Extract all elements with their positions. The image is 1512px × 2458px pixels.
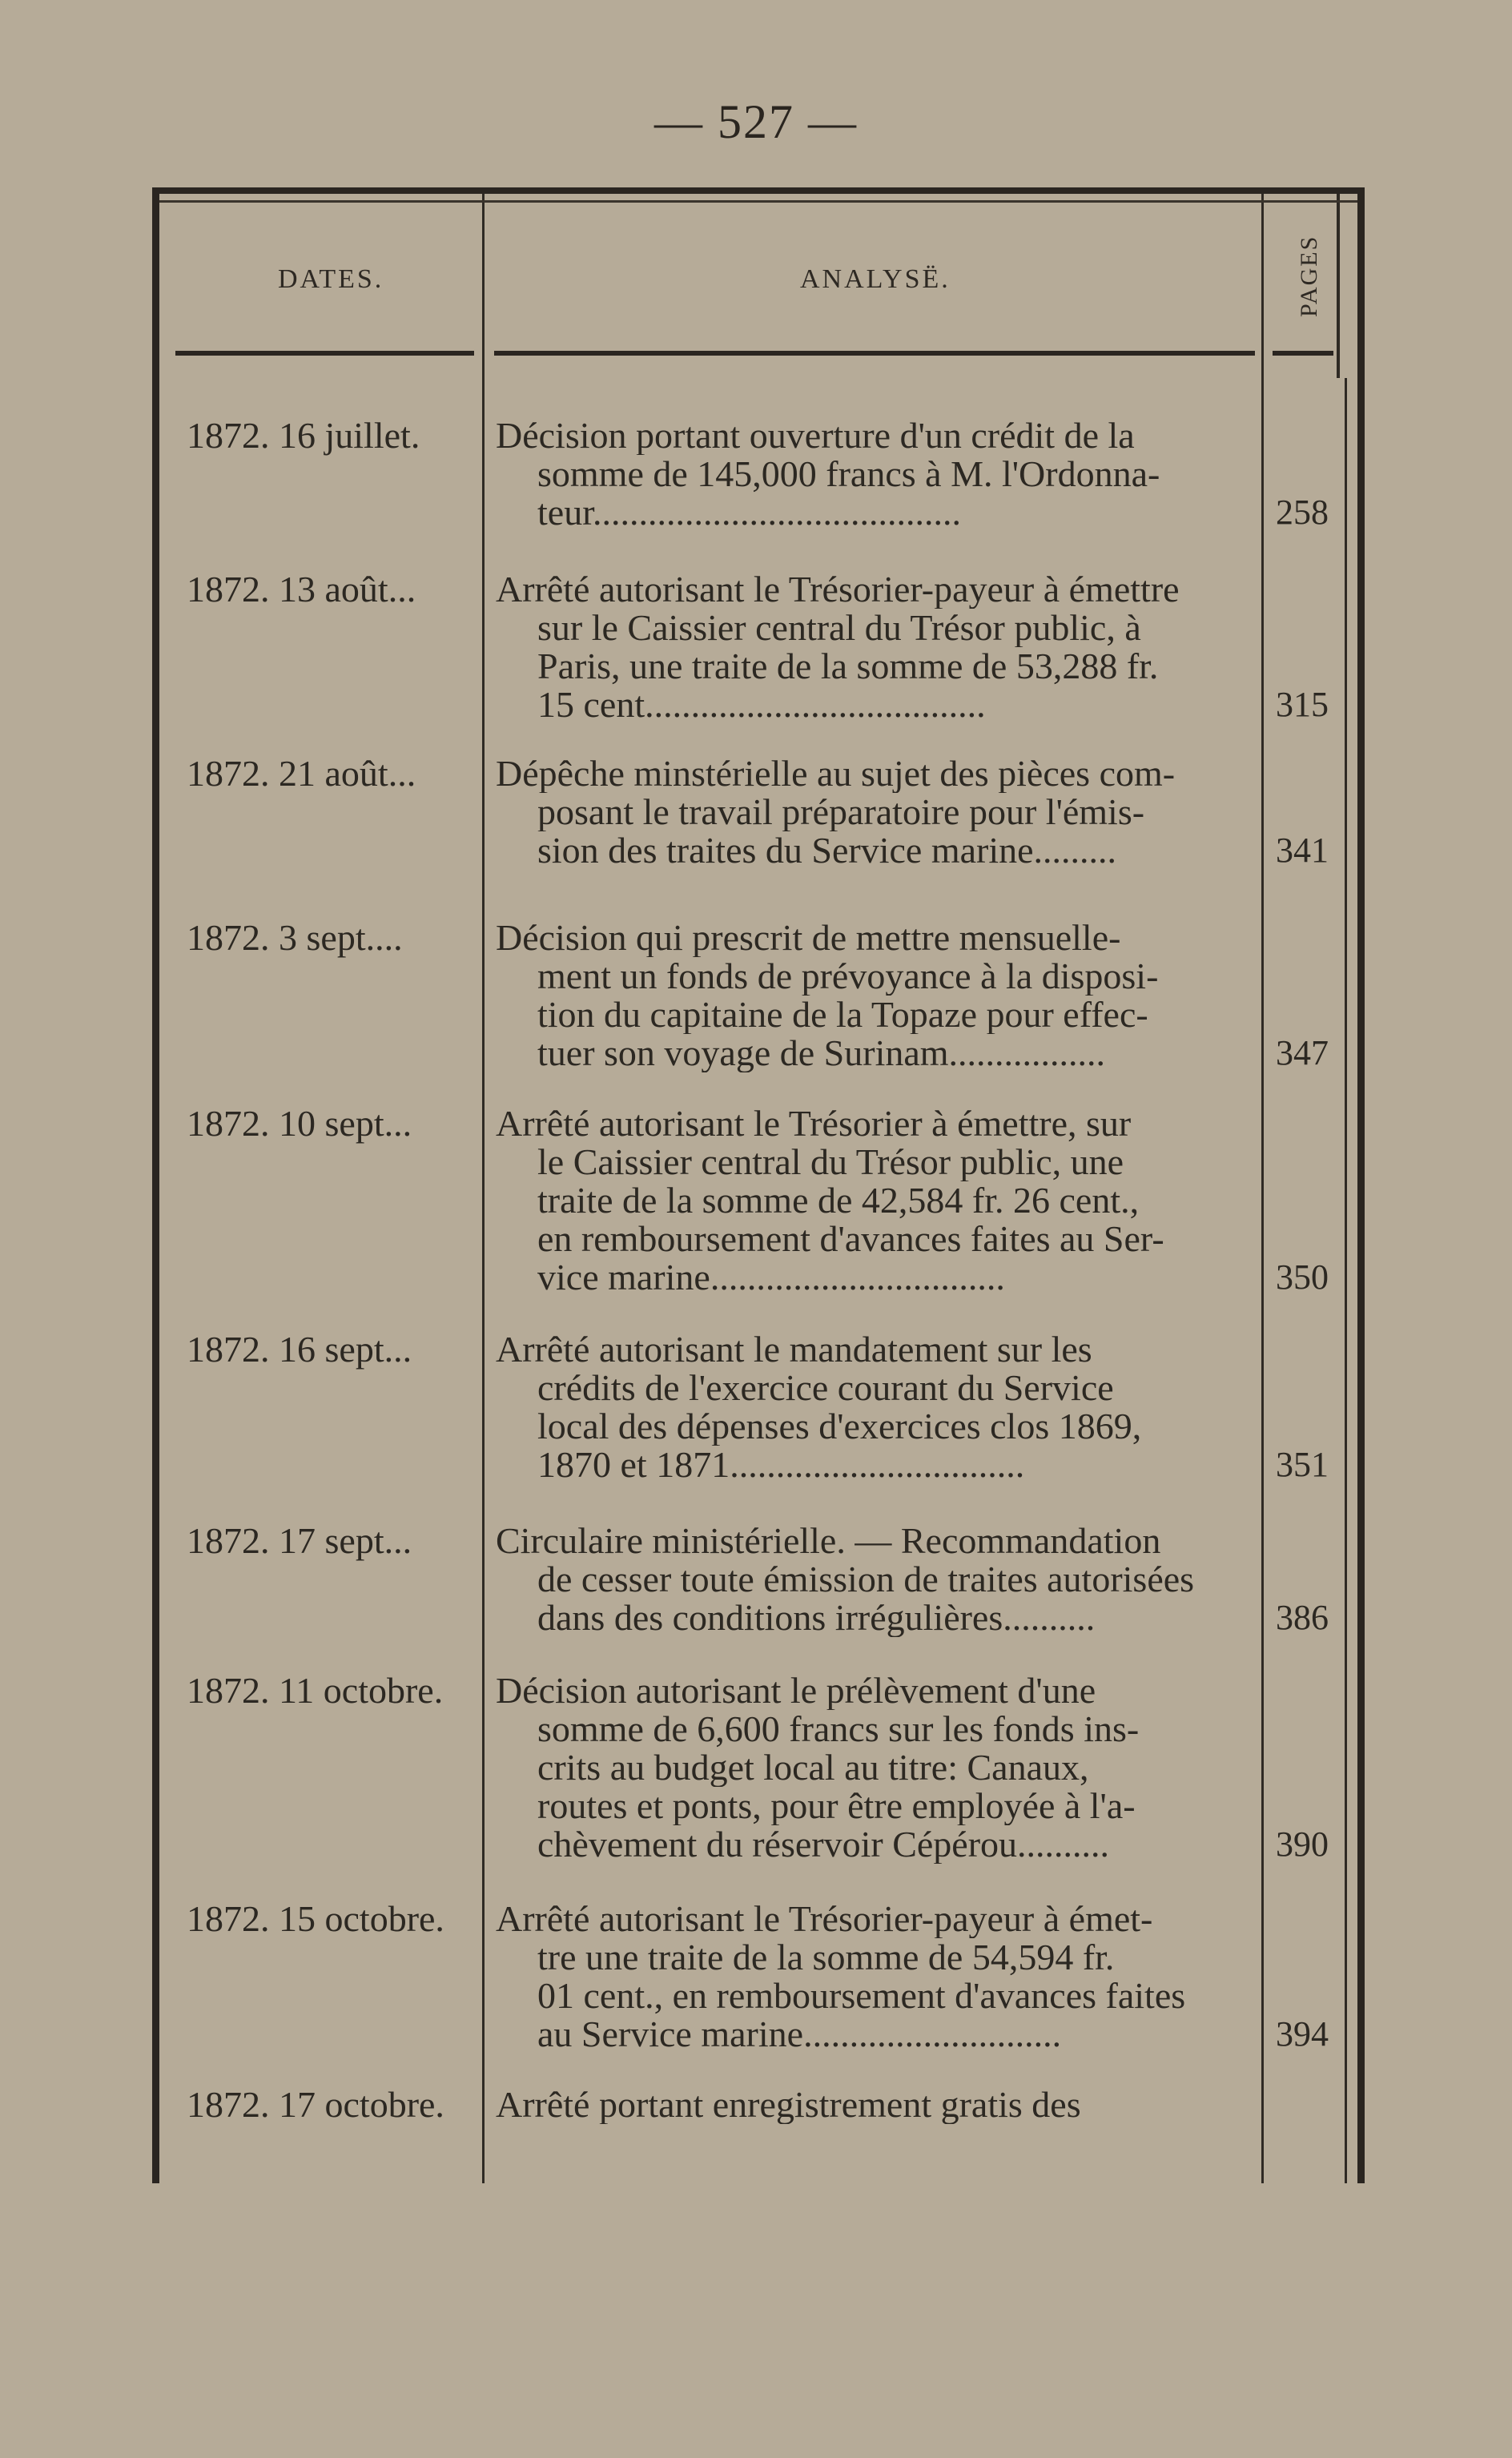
analysis-line: crits au budget local au titre: Canaux, [537, 1748, 1089, 1787]
entry-page: 350 [1276, 1257, 1329, 1297]
entry-date: 1872. 11 octobre. [187, 1670, 444, 1711]
header-pages: PAGES [1296, 235, 1322, 318]
header-rule-pages [1273, 351, 1333, 356]
analysis-line: tion du capitaine de la Topaze pour effec- [537, 996, 1148, 1034]
analysis-line: Arrêté autorisant le mandatement sur les [496, 1330, 1092, 1369]
entry-analysis [496, 1672, 1258, 1864]
analysis-line: Paris, une traite de la somme de 53,288 fr. [537, 647, 1159, 686]
analysis-line: Arrêté autorisant le Trésorier-payeur à émettre [496, 570, 1180, 609]
entry-date: 1872. 17 octobre. [187, 2084, 444, 2125]
analysis-line: le Caissier central du Trésor public, une [537, 1143, 1124, 1181]
analysis-line: sion des traites du Service marine......... [537, 831, 1117, 870]
analysis-line: Arrêté autorisant le Trésorier à émettre, sur [496, 1104, 1132, 1143]
analysis-line: crédits de l'exercice courant du Service [537, 1369, 1114, 1407]
page-number: — 527 — [654, 95, 858, 148]
analysis-line: 15 cent..................................... [537, 686, 986, 724]
analysis-line: de cesser toute émission de traites autorisées [537, 1560, 1195, 1599]
entry-date: 1872. 15 octobre. [187, 1898, 444, 1939]
header-rule-analyse [494, 351, 1255, 356]
entry-date: 1872. 16 juillet. [187, 415, 420, 456]
index-table [152, 187, 1365, 2183]
analysis-line: chèvement du réservoir Cépérou.......... [537, 1825, 1110, 1864]
entry-page: 394 [1276, 2014, 1329, 2054]
entry-analysis [496, 1522, 1258, 1637]
analysis-line: traite de la somme de 42,584 fr. 26 cent., [537, 1181, 1140, 1220]
analysis-line: teur........................................ [537, 493, 961, 532]
entry-page: 341 [1276, 831, 1329, 870]
entry-page: 351 [1276, 1445, 1329, 1484]
analysis-line: posant le travail préparatoire pour l'émis- [537, 793, 1145, 831]
entry-analysis [496, 1330, 1258, 1484]
entry-date: 1872. 21 août... [187, 753, 416, 794]
analysis-line: Arrêté portant enregistrement gratis des [496, 2086, 1081, 2124]
analysis-line: 1870 et 1871................................ [537, 1446, 1025, 1484]
header-dates: DATES. [278, 264, 384, 294]
analysis-line: Arrêté autorisant le Trésorier-payeur à émet- [496, 1900, 1153, 1938]
header-rule-dates [175, 351, 474, 356]
entry-analysis [496, 919, 1258, 1072]
analysis-line: Décision autorisant le prélèvement d'une [496, 1672, 1096, 1710]
analysis-line: somme de 6,600 francs sur les fonds ins- [537, 1710, 1140, 1748]
entry-page: 315 [1276, 685, 1329, 724]
analysis-line: dans des conditions irrégulières.......... [537, 1599, 1096, 1637]
analysis-line: en remboursement d'avances faites au Ser- [537, 1220, 1164, 1258]
entry-page: 347 [1276, 1033, 1329, 1072]
analysis-line: Circulaire ministérielle. — Recommandation [496, 1522, 1161, 1560]
analysis-line: 01 cent., en remboursement d'avances faites [537, 1977, 1186, 2015]
column-divider-analyse [1261, 194, 1264, 2183]
analysis-line: tre une traite de la somme de 54,594 fr. [537, 1938, 1115, 1977]
analysis-line: au Service marine............................ [537, 2015, 1062, 2054]
analysis-line: local des dépenses d'exercices clos 1869, [537, 1407, 1142, 1446]
entry-analysis [496, 1900, 1258, 2054]
entry-date: 1872. 17 sept... [187, 1520, 412, 1561]
entry-analysis [496, 754, 1258, 870]
analysis-line: routes et ponts, pour être employée à l'a- [537, 1787, 1136, 1825]
entry-date: 1872. 3 sept.... [187, 917, 403, 958]
entry-date: 1872. 10 sept... [187, 1103, 412, 1144]
analysis-line: somme de 145,000 francs à M. l'Ordonna- [537, 455, 1160, 493]
column-divider-pages-top [1337, 194, 1340, 378]
analysis-line: Décision portant ouverture d'un crédit de la [496, 416, 1135, 455]
analysis-line: sur le Caissier central du Trésor public, à [537, 609, 1141, 647]
entry-page: 386 [1276, 1598, 1329, 1637]
entry-analysis [496, 2086, 1258, 2124]
analysis-line: Décision qui prescrit de mettre mensuelle- [496, 919, 1121, 957]
entry-date: 1872. 13 août... [187, 569, 416, 609]
entry-analysis [496, 570, 1258, 724]
entry-page: 258 [1276, 493, 1329, 532]
header-analyse: ANALYSË. [800, 264, 951, 294]
analysis-line: vice marine................................ [537, 1258, 1005, 1297]
entry-page: 390 [1276, 1824, 1329, 1864]
analysis-line: Dépêche minstérielle au sujet des pièces com- [496, 754, 1176, 793]
analysis-line: ment un fonds de prévoyance à la disposi- [537, 957, 1159, 996]
entry-analysis [496, 416, 1258, 532]
entry-date: 1872. 16 sept... [187, 1329, 412, 1370]
column-divider-pages [1345, 378, 1347, 2183]
column-divider-dates [482, 194, 485, 2183]
entry-analysis [496, 1104, 1258, 1297]
analysis-line: tuer son voyage de Surinam................. [537, 1034, 1106, 1072]
